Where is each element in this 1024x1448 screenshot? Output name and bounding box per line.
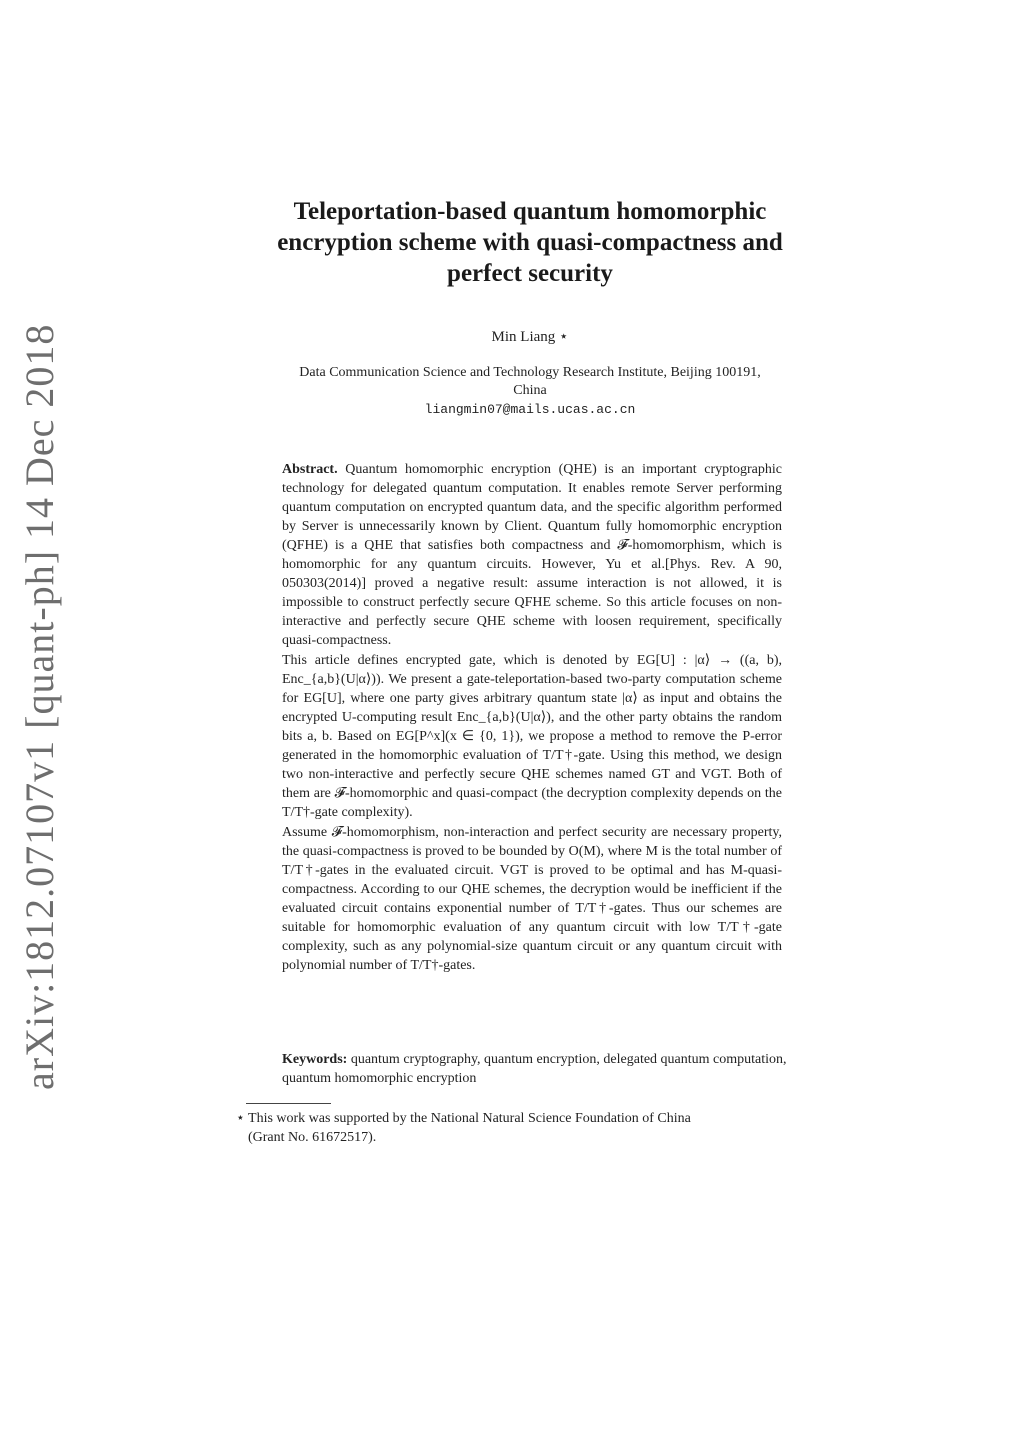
footnote bbox=[236, 1109, 832, 1147]
abstract-paragraph-1 bbox=[282, 460, 782, 650]
keywords-heading: Keywords: bbox=[282, 1052, 348, 1067]
affiliation-line-1: Data Communication Science and Technology Research Institute, Beijing 100191, bbox=[299, 365, 761, 380]
footnote-line-2: (Grant No. 61672517). bbox=[248, 1130, 377, 1145]
affiliation-line-2: China bbox=[513, 383, 547, 398]
abstract-paragraph-3: Assume 𝓕-homomorphism, non-interaction and perfect security are necessary property, the quasi-compactness is proved to be bounded by O(M), where M is the total number of T/T†-gates in the evaluated circuit. VGT is proved to be optimal and has M-quasi-compactness. According to our QHE schemes, the decryption would be inefficient if the evaluated circuit contains exponential number of T/T†-gates. Thus our schemes are suitable for homomorphic evaluation of any quantum circuit with low T/T†-gate complexity, such as any polynomial-size quantum circuit or any quantum circuit with polynomial number of T/T†-gates. bbox=[282, 825, 782, 973]
abstract-text-1: Quantum homomorphic encryption (QHE) is an important cryptographic technology for delegated quantum computation. It enables remote Server performing quantum computation on encrypted quantum data, and the specific algorithm performed by Server is unnecessarily known by Client. Quantum fully homomorphic encryption (QFHE) is a QHE that satisfies both compactness and 𝓕-homomorphism, which is homomorphic for any quantum circuits. However, Yu et al.[Phys. Rev. A 90, 050303(2014)] proved a negative result: assume interaction is not allowed, it is impossible to construct perfectly secure QFHE scheme. So this article focuses on non-interactive and perfectly secure QHE scheme with loosen requirement, specifically quasi-compactness. bbox=[282, 462, 782, 648]
title-line-2: encryption scheme with quasi-compactness and bbox=[277, 229, 783, 256]
footnote-divider bbox=[246, 1103, 331, 1104]
keywords-section bbox=[282, 1050, 792, 1088]
title-line-3: perfect security bbox=[447, 260, 613, 287]
abstract-section bbox=[282, 460, 782, 976]
paper-title bbox=[220, 196, 840, 289]
author-email[interactable]: liangmin07@mails.ucas.ac.cn bbox=[424, 402, 636, 417]
keywords-text: quantum cryptography, quantum encryption, delegated quantum computation, quantum homomorphic encryption bbox=[282, 1052, 787, 1086]
abstract-heading: Abstract. bbox=[282, 462, 338, 477]
abstract-paragraph-2: This article defines encrypted gate, which is denoted by EG[U] : |α⟩ → ((a, b), Enc_{a,b}(U|α⟩)). We present a gate-teleportation-based two-party computation scheme for EG[U], where one party gives arbitrary quantum state |α⟩ as input and obtains the encrypted U-computing result Enc_{a,b}(U|α⟩), and the other party obtains the random bits a, b. Based on EG[P^x](x ∈ {0, 1}), we propose a method to remove the P-error generated in the homomorphic evaluation of T/T†-gate. Using this method, we design two non-interactive and perfectly secure QHE schemes named GT and VGT. Both of them are 𝓕-homomorphic and quasi-compact (the decryption complexity depends on the T/T†-gate complexity). bbox=[282, 653, 782, 820]
affiliation bbox=[240, 364, 820, 400]
title-line-1: Teleportation-based quantum homomorphic bbox=[293, 198, 767, 225]
footnote-line-1: ⋆ This work was supported by the National Natural Science Foundation of China bbox=[236, 1111, 691, 1126]
author-name: Min Liang ⋆ bbox=[491, 329, 569, 345]
arxiv-identifier: arXiv:1812.07107v1 [quant-ph] 14 Dec 2018 bbox=[17, 323, 62, 1090]
